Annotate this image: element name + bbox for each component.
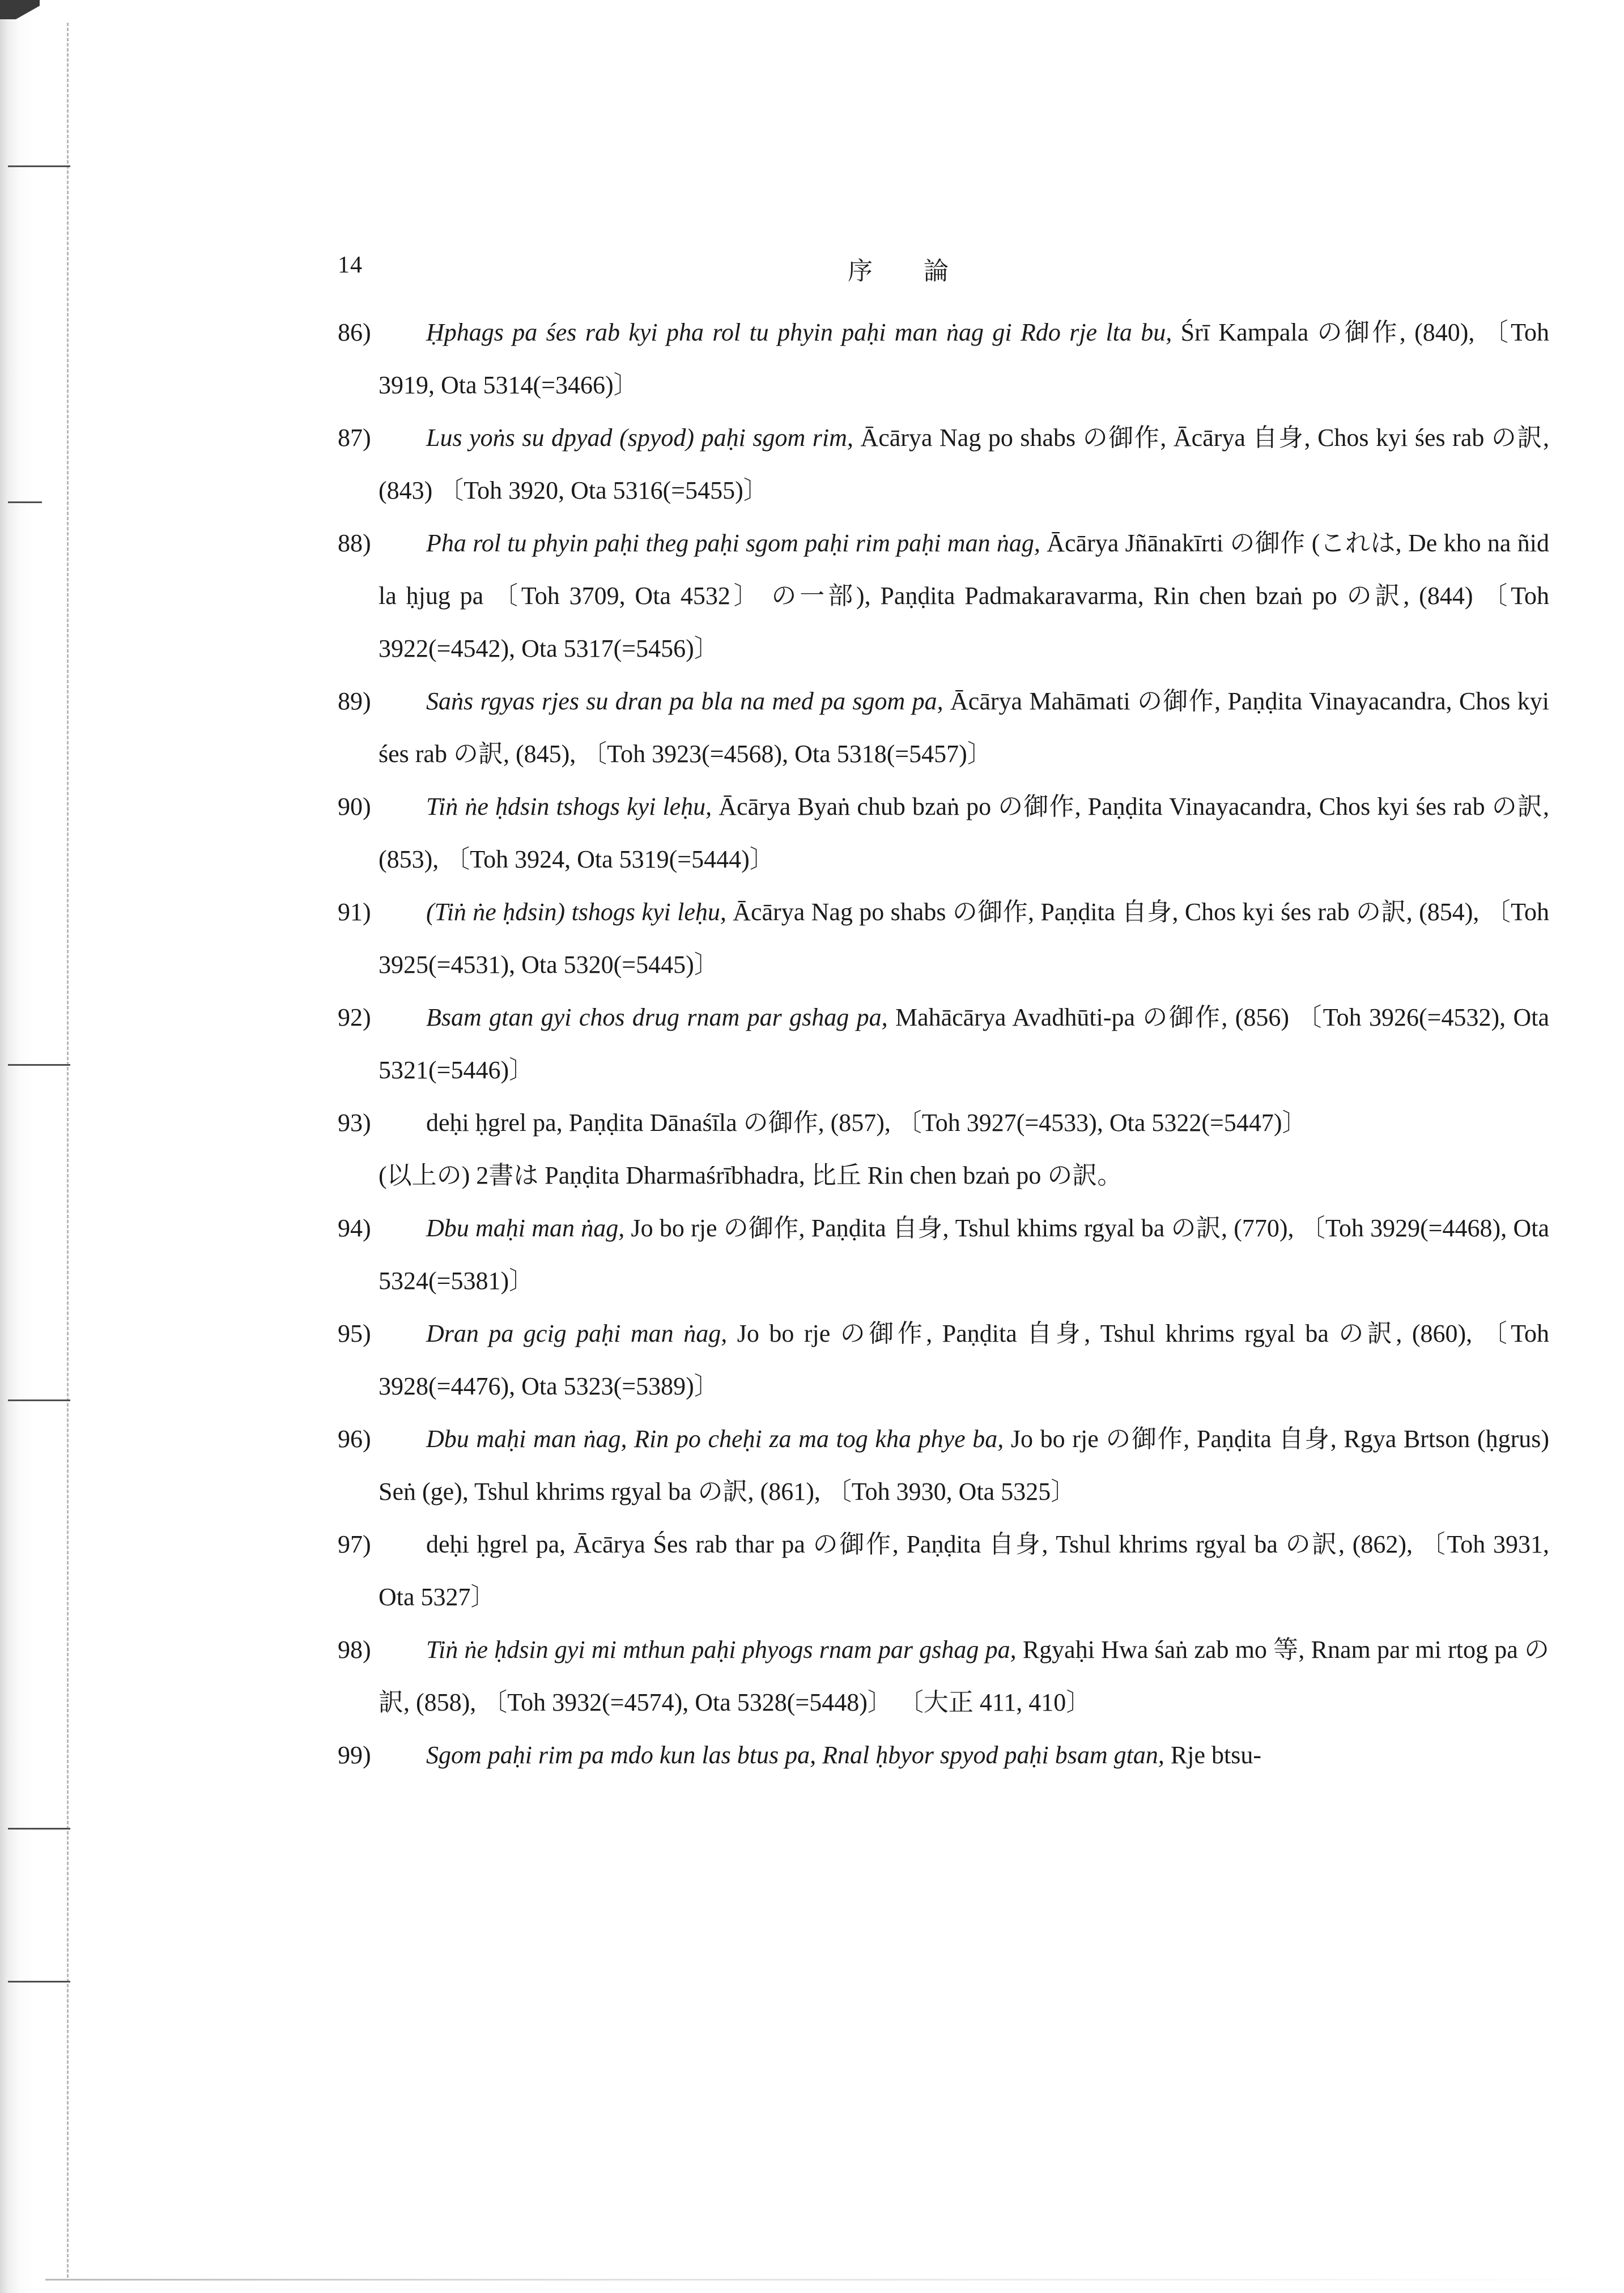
entry-number: 92) (338, 1003, 371, 1031)
scan-tick-mark (8, 1399, 70, 1401)
entry-title: Saṅs rgyas rjes su dran pa bla na med pa sgom pa, (426, 687, 943, 715)
entry-number: 99) (338, 1741, 371, 1769)
entry-body (338, 1623, 1549, 1729)
entry-number: 88) (338, 529, 371, 557)
entry-title: Tiṅ ṅe ḥdsin tshogs kyi leḥu, (426, 793, 712, 820)
entry-number: 86) (338, 318, 371, 346)
entry-title: Pha rol tu phyin paḥi theg paḥi sgom paḥi rim paḥi man ṅag, (426, 529, 1040, 557)
entry-text: (以上の) 2書は Paṇḍita Dharmaśrībhadra, 比丘 Rin chen bzaṅ po の訳。 (379, 1162, 1123, 1189)
entry-text: Rgyaḥi Hwa śaṅ zab mo 等, Rnam par mi rtog pa の訳, (858), 〔Toh 3932(=4574), Ota 5328(=5448)〕 〔大正 411, 410〕 (379, 1636, 1549, 1716)
bibliography-entry (338, 780, 1549, 886)
entry-body (338, 411, 1549, 517)
entry-title: Dbu maḥi man ṅag, Rin po cheḥi za ma tog kha phye ba, (426, 1425, 1004, 1453)
entry-title: Dran pa gcig paḥi man ṅag, (426, 1320, 728, 1347)
running-head: 序論 (848, 257, 1000, 285)
scan-edge-shadow (0, 0, 34, 2293)
entry-title: Dbu maḥi man ṅag, (426, 1214, 625, 1242)
entry-title: (Tiṅ ṅe ḥdsin) tshogs kyi leḥu, (426, 898, 726, 926)
entry-body (338, 1096, 1549, 1149)
entry-number: 89) (338, 687, 371, 715)
bibliography-entry (338, 1096, 1549, 1149)
entry-text: Śrī Kampala の御作, (840), 〔Toh 3919, Ota 5314(=3466)〕 (379, 318, 1549, 399)
entry-number: 93) (338, 1109, 371, 1137)
bibliography-entry (338, 411, 1549, 517)
scan-tick-mark (8, 1064, 70, 1066)
entry-text: Jo bo rje の御作, Paṇḍita 自身, Tshul khims rgyal ba の訳, (770), 〔Toh 3929(=4468), Ota 5324(=5381)〕 (379, 1214, 1549, 1295)
bibliography-entry (338, 1729, 1549, 1781)
entry-title: Sgom paḥi rim pa mdo kun las btus pa, Rnal ḥbyor spyod paḥi bsam gtan, (426, 1741, 1164, 1769)
bibliography-entry (338, 675, 1549, 780)
entry-text: Rje btsu- (1164, 1741, 1261, 1769)
entry-number: 97) (338, 1530, 371, 1558)
bibliography-list (338, 306, 1549, 1781)
entry-text: Ācārya Nag po shabs の御作, Ācārya 自身, Chos kyi śes rab の訳, (843) 〔Toh 3920, Ota 5316(=5455)〕 (379, 424, 1549, 504)
entry-body (338, 517, 1549, 675)
entry-body (338, 1413, 1549, 1518)
entry-text: Ācārya Byaṅ chub bzaṅ po の御作, Paṇḍita Vinayacandra, Chos kyi śes rab の訳, (853), 〔Toh 3924, Ota 5319(=5444)〕 (379, 793, 1549, 873)
entry-number: 87) (338, 424, 371, 452)
entry-text: Jo bo rje の御作, Paṇḍita 自身, Rgya Brtson (ḥgrus) Seṅ (ge), Tshul khrims rgyal ba の訳, (861), 〔Toh 3930, Ota 5325〕 (379, 1425, 1549, 1505)
entry-number: 90) (338, 793, 371, 820)
bibliography-entry (338, 517, 1549, 675)
entry-text: Ācārya Mahāmati の御作, Paṇḍita Vinayacandra, Chos kyi śes rab の訳, (845), 〔Toh 3923(=4568), Ota 5318(=5457)〕 (379, 687, 1549, 768)
entry-text: deḥi ḥgrel pa, Ācārya Śes rab thar pa の御作, Paṇḍita 自身, Tshul khrims rgyal ba の訳, (862), 〔Toh 3931, Ota 5327〕 (379, 1530, 1549, 1611)
entry-number: 91) (338, 898, 371, 926)
bibliography-entry (338, 886, 1549, 991)
entry-title: Lus yoṅs su dpyad (spyod) paḥi sgom rim, (426, 424, 853, 452)
entry-number: 96) (338, 1425, 371, 1453)
entry-body (338, 780, 1549, 886)
bibliography-entry (338, 306, 1549, 411)
entry-title: Bsam gtan gyi chos drug rnam par gshag pa, (426, 1003, 888, 1031)
bibliography-entry (338, 1413, 1549, 1518)
scan-tick-mark (8, 1828, 70, 1830)
entry-number: 98) (338, 1636, 371, 1664)
entry-body (338, 991, 1549, 1096)
bibliography-entry (338, 1518, 1549, 1623)
entry-body (338, 1518, 1549, 1623)
bibliography-entry (338, 991, 1549, 1096)
scan-bottom-edge (45, 2279, 1624, 2281)
entry-text: Ācārya Nag po shabs の御作, Paṇḍita 自身, Chos kyi śes rab の訳, (854), 〔Toh 3925(=4531), Ota 5320(=5445)〕 (379, 898, 1549, 979)
scan-tick-mark (8, 501, 42, 503)
entry-text: deḥi ḥgrel pa, Paṇḍita Dānaśīla の御作, (857), 〔Toh 3927(=4533), Ota 5322(=5447)〕 (426, 1109, 1307, 1137)
entry-body (338, 1202, 1549, 1307)
entry-body (379, 1149, 1549, 1202)
entry-text: Mahācārya Avadhūti-pa の御作, (856) 〔Toh 3926(=4532), Ota 5321(=5446)〕 (379, 1003, 1549, 1084)
entry-title: Tiṅ ṅe ḥdsin gyi mi mthun paḥi phyogs rnam par gshag pa, (426, 1636, 1017, 1664)
entry-body (338, 306, 1549, 411)
scan-tick-mark (8, 1981, 70, 1983)
entry-body (338, 675, 1549, 780)
entry-text: Ācārya Jñānakīrti の御作 (これは, De kho na ñid la ḥjug pa 〔Toh 3709, Ota 4532〕 の一部), Paṇḍita Padmakaravarma, Rin chen bzaṅ po の訳, (844) 〔Toh 3922(=4542), Ota 5317(=5456)〕 (379, 529, 1549, 662)
entry-body (338, 886, 1549, 991)
entry-title: Ḥphags pa śes rab kyi pha rol tu phyin paḥi man ṅag gi Rdo rje lta bu, (426, 318, 1172, 346)
bibliography-entry (338, 1202, 1549, 1307)
entry-body (338, 1307, 1549, 1413)
entry-body (338, 1729, 1549, 1781)
bibliography-entry (338, 1623, 1549, 1729)
bibliography-entry (338, 1307, 1549, 1413)
scan-binding-line (67, 23, 69, 2278)
entry-text: Jo bo rje の御作, Paṇḍita 自身, Tshul khrims rgyal ba の訳, (860), 〔Toh 3928(=4476), Ota 5323(=5389)〕 (379, 1320, 1550, 1400)
entry-number: 94) (338, 1214, 371, 1242)
page-number: 14 (338, 252, 363, 278)
entry-number: 95) (338, 1320, 371, 1347)
bibliography-note (338, 1149, 1549, 1202)
scan-tick-mark (8, 165, 70, 167)
